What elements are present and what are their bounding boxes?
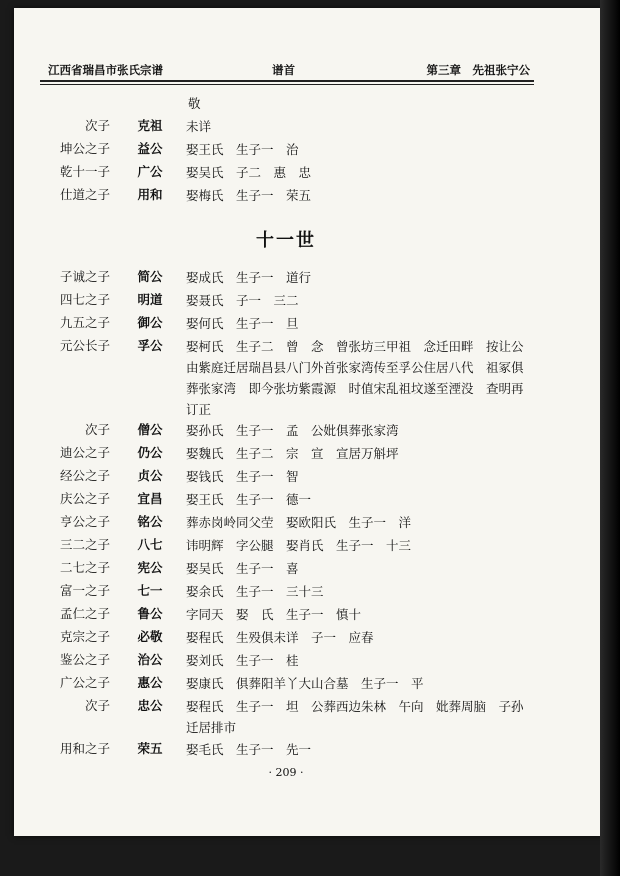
entry-name: 益公 [137,141,163,156]
entry-name: 御公 [137,315,163,330]
entry-description: 娶程氏 生殁俱未详 子一 应春 [186,630,374,645]
entry-description: 娶程氏 生子一 坦 公葬西边朱林 午向 妣葬周脑 子孙迁居排市 [186,699,524,735]
generation-title: 十一世 [256,230,316,251]
entry-name: 僧公 [137,422,163,437]
entry-description: 字同天 娶 氏 生子一 慎十 [186,607,362,622]
page-edge-shadow [600,0,620,876]
header-rule-thin [40,84,534,85]
entry-relation: 子诚之子 [59,269,110,284]
entry-description: 娶王氏 生子一 治 [186,142,299,157]
entry-relation: 三二之子 [59,537,110,552]
entry-relation: 广公之子 [59,675,110,690]
entry-description: 娶吴氏 生子一 喜 [186,561,299,576]
continued-text: 敬 [188,96,201,111]
entry-description: 讳明辉 字公腿 娶肖氏 生子一 十三 [186,538,412,553]
entry-name: 治公 [137,652,163,667]
entry-relation: 次子 [84,698,110,713]
entry-relation: 孟仁之子 [59,606,110,621]
entry-relation: 次子 [84,422,110,437]
entry-relation: 克宗之子 [59,629,110,644]
header-section: 谱首 [272,63,295,77]
entry-relation: 迪公之子 [59,445,110,460]
entry-description: 未详 [186,119,212,134]
entry-relation: 用和之子 [59,741,110,756]
entry-description: 娶梅氏 生子一 荣五 [186,188,312,203]
entry-name: 克祖 [137,118,163,133]
entry-relation: 乾十一子 [59,164,110,179]
entry-name: 荣五 [137,741,163,756]
entry-relation: 元公长子 [59,338,110,353]
entry-description: 娶吴氏 子二 惠 忠 [186,165,312,180]
entry-name: 八七 [137,537,163,552]
running-header [40,62,534,80]
header-chapter: 第三章 先祖张宁公 [426,63,530,77]
entry-name: 必敬 [137,629,163,644]
entry-relation: 庆公之子 [59,491,110,506]
entry-name: 宪公 [137,560,163,575]
entry-description: 娶王氏 生子一 德一 [186,492,312,507]
entry-name: 孚公 [137,338,163,353]
entry-relation: 坤公之子 [59,141,110,156]
header-rule [40,80,534,82]
entry-description: 娶聂氏 子一 三二 [186,293,299,308]
entry-description: 葬赤岗岭同父茔 娶欧阳氏 生子一 洋 [186,515,412,530]
entry-relation: 鉴公之子 [59,652,110,667]
entry-relation: 仕道之子 [59,187,110,202]
entry-name: 贞公 [137,468,163,483]
entry-name: 广公 [137,164,163,179]
page-number: · 209 · [268,766,304,779]
entry-relation: 九五之子 [59,315,110,330]
entry-name: 宜昌 [137,491,163,506]
entry-description: 娶魏氏 生子二 宗 宣 宣居万斛坪 [186,446,399,461]
entry-description: 娶钱氏 生子一 智 [186,469,299,484]
entry-relation: 经公之子 [59,468,110,483]
entry-name: 用和 [137,187,163,202]
entry-description: 娶康氏 俱葬阳羊丫大山合墓 生子一 平 [186,676,424,691]
entry-description: 娶余氏 生子一 三十三 [186,584,324,599]
entry-description: 娶孙氏 生子一 孟 公妣俱葬张家湾 [186,423,399,438]
entry-description: 娶刘氏 生子一 桂 [186,653,299,668]
entry-name: 明道 [137,292,163,307]
entry-description: 娶何氏 生子一 旦 [186,316,299,331]
entry-relation: 富一之子 [59,583,110,598]
entry-relation: 次子 [84,118,110,133]
entry-name: 鲁公 [137,606,163,621]
entry-description: 娶柯氏 生子二 曾 念 曾张坊三甲祖 念迁田畔 按让公由紫庭迁居瑞昌县八门外首张家湾传至孚公住居八代 祖冢俱葬张家湾 即今张坊紫霞源 时值宋乱祖坟遂至湮没 查明再订正 [186,339,524,417]
entry-relation: 二七之子 [59,560,110,575]
entry-description: 娶毛氏 生子一 先一 [186,742,312,757]
entry-relation: 四七之子 [59,292,110,307]
entry-name: 铭公 [137,514,163,529]
header-book-title: 江西省瑞昌市张氏宗谱 [48,63,163,77]
entry-name: 仍公 [137,445,163,460]
entry-relation: 亨公之子 [59,514,110,529]
entry-name: 忠公 [137,698,163,713]
entry-name: 简公 [137,269,163,284]
entry-description: 娶成氏 生子一 道行 [186,270,312,285]
entry-name: 惠公 [137,675,163,690]
entry-name: 七一 [137,583,163,598]
